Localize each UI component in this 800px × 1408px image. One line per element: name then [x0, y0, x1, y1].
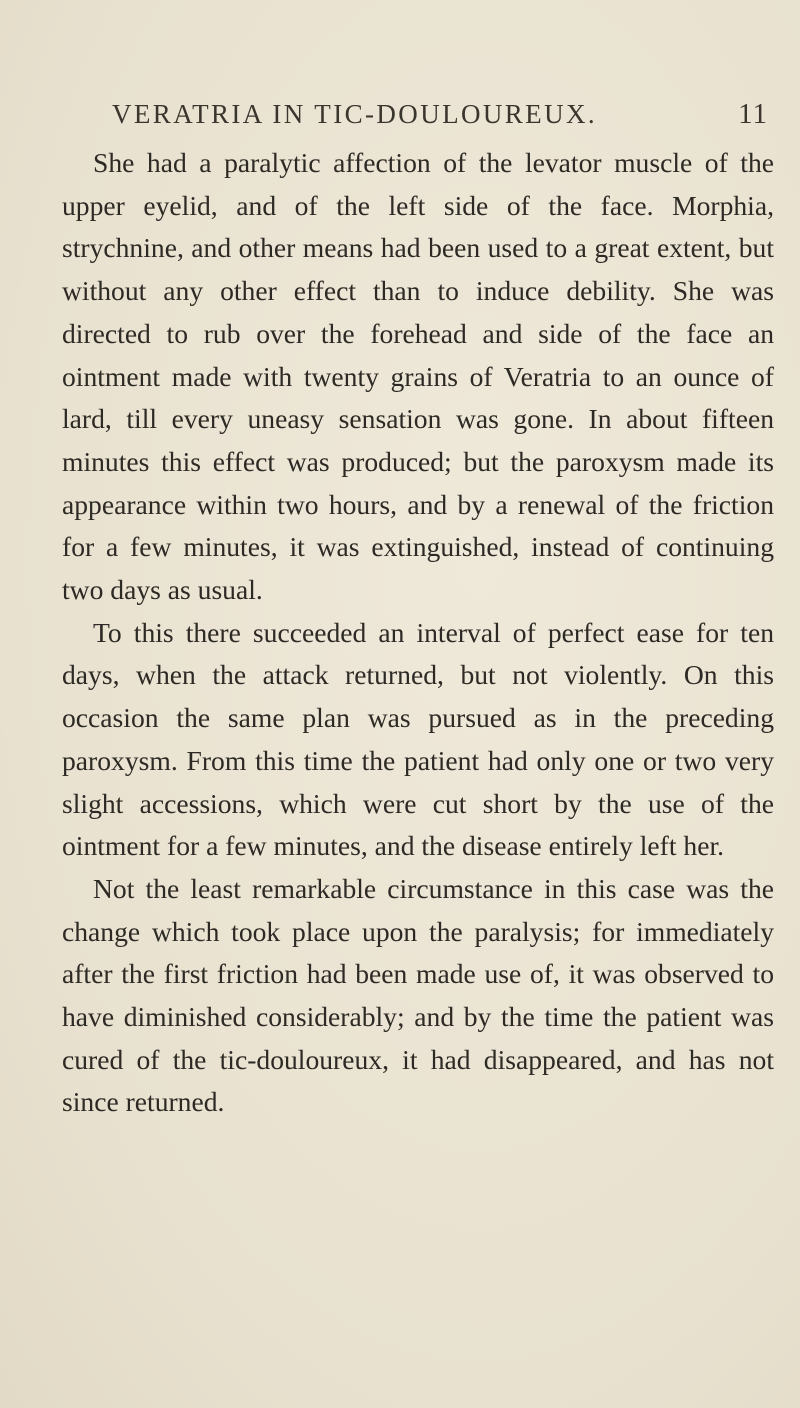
running-title: VERATRIA IN TIC-DOULOUREUX.	[112, 99, 598, 129]
page-number: 11	[738, 98, 768, 130]
paragraph-3: Not the least remarkable circumstance in this case was the change which took place upon the paralysis; for immediately after the first friction had been made use of, it was observed to have diminished considerably; and by the time the patient was cured of the tic-douloureux, it had disappeared, and has not since returned.	[62, 872, 774, 1118]
body-text	[62, 142, 774, 1124]
paragraph-1: She had a paralytic affection of the levator muscle of the upper eyelid, and of the left side of the face. Morphia, strychnine, and other means had been used to a great extent, but without any other effect than to induce debility. She was directed to rub over the forehead and side of the face an ointment made with twenty grains of Veratria to an ounce of lard, till every uneasy sensation was gone. In about fifteen minutes this effect was produced; but the paroxysm made its appearance within two hours, and by a renewal of the friction for a few minutes, it was extinguished, instead of continuing two days as usual.	[62, 147, 774, 606]
book-page	[62, 98, 774, 1124]
paragraph-2: To this there succeeded an interval of perfect ease for ten days, when the attack returned, but not violently. On this occasion the same plan was pursued as in the preceding paroxysm. From this time the patient had only one or two very slight accessions, which were cut short by the use of the ointment for a few minutes, and the disease entirely left her.	[62, 616, 774, 862]
running-header	[62, 98, 774, 142]
